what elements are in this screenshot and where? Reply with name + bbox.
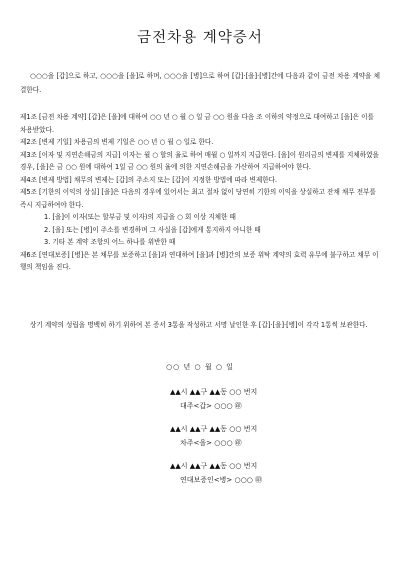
article-4: 제4조 [변제 방법] 채무의 변제는 [갑]의 주소지 또는 [갑]이 지정한 방법에 따라 변제한다. (20, 175, 278, 184)
article-1: 제1조 [금전 차용 계약] [갑]은 [을]에 대하여 ○○ 년 ○ 월 ○ 일 금 ○○ 원을 다음 조 이하의 약정으로 대여하고 [을]은 이를 차용받았다. (20, 113, 374, 134)
party-guarantor-address: ▲▲시 ▲▲구 ▲▲동 ○○ 번지 (170, 462, 258, 470)
party-guarantor (170, 459, 262, 487)
article-3: 제3조 [이자 및 지연손해금의 지급] 이자는 월 ○ 할의 율로 하여 매월 ○ 일까지 지급한다. [을]이 원리금의 변제를 지체하였을 경우, [을]은 금 ○○ 원에 대하여 1일 금 ○○ 원의 율에 의한 지연손해금을 가산하여 지급하여야 한다. (20, 150, 379, 171)
contract-date: ○○ 년 ○ 월 ○ 일 (166, 363, 234, 371)
article-5-item-2: 2. [을] 또는 [병]이 주소를 변경하며 그 사실을 [갑]에게 통지하지 아니한 때 (44, 225, 261, 234)
party-borrower-address: ▲▲시 ▲▲구 ▲▲동 ○○ 번지 (170, 425, 258, 433)
article-2: 제2조 [변제 기일] 차용금의 변제 기일은 ○○ 년 ○ 월 ○ 일로 한다. (20, 138, 214, 146)
article-5: 제5조 [기한의 이익의 상실] [을]은 다음의 경우에 있어서는 최고 절차 없이 당연히 기한의 이익을 상실하고 잔채 채무 전부를 즉시 지급하여야 한다. (20, 188, 376, 209)
party-lender-signature: 대주<갑> ○○○ ㊞ (180, 402, 242, 410)
party-borrower (170, 422, 257, 450)
party-lender (170, 385, 257, 413)
party-lender-address: ▲▲시 ▲▲구 ▲▲동 ○○ 번지 (170, 388, 258, 396)
article-5-item-3: 3. 기타 본 계약 조항의 어느 하나를 위반한 때 (44, 238, 176, 246)
intro-paragraph: ○○○을 [갑]으로 하고, ○○○을 [을]로 하며, ○○○을 [병]으로 하여 [갑]·[을]·[병]간에 다음과 같이 금전 차용 계약을 체결한다. (20, 72, 380, 94)
articles-section (20, 111, 380, 274)
party-borrower-signature: 차주<을> ○○○ ㊞ (180, 439, 242, 447)
document-title: 금전차용 계약증서 (137, 30, 263, 46)
article-6: 제6조 [연대보증] [병]은 본 채무를 보증하고 [을]과 연대하여 [을]과 [병]간의 보증 위탁 계약의 효력 유무에 불구하고 채무 이행의 책임을 진다. (20, 250, 379, 271)
article-5-item-1: 1. [을]이 이자(또는 할부금 및 이자)의 지급을 ○ 회 이상 지체한 때 (44, 213, 236, 221)
closing-paragraph: 상기 계약의 성립을 명백히 하기 위하여 본 증서 3통을 작성하고 서명 날인한 후 [갑]·[을]·[병]이 각각 1통씩 보관한다. (30, 321, 368, 329)
party-guarantor-signature: 연대보증인<병> ○○○ ㊞ (180, 476, 263, 484)
